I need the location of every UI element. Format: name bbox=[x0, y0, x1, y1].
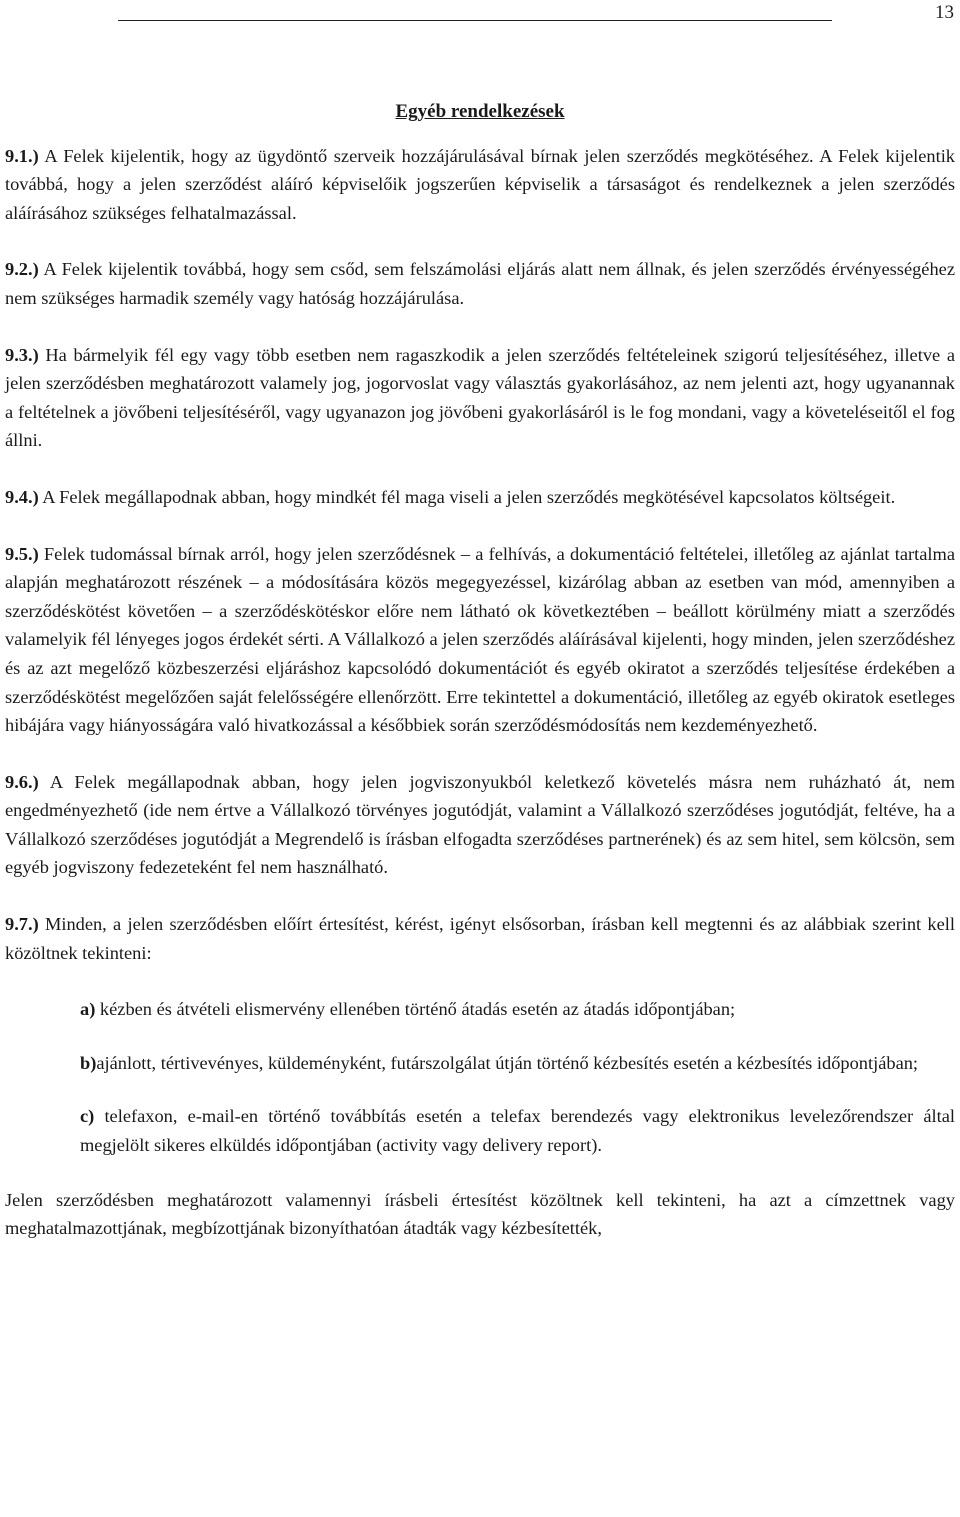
list-item-b bbox=[80, 1049, 955, 1078]
list-item-text: telefaxon, e-mail-en történő továbbítás esetén a telefax berendezés vagy elektronikus levelezőrendszer által megjelölt sikeres elküldés időpontjában (activity vagy delivery report). bbox=[80, 1106, 955, 1156]
paragraph-text: Minden, a jelen szerződésben előírt értesítést, kérést, igényt elsősorban, írásban kell megtenni és az alábbiak szerint kell közöltnek tekinteni: bbox=[5, 914, 955, 963]
paragraph-9-6 bbox=[5, 768, 955, 882]
paragraph-9-7 bbox=[5, 910, 955, 967]
paragraph-number: 9.4.) bbox=[5, 486, 39, 507]
paragraph-text: A Felek megállapodnak abban, hogy mindkét fél maga viseli a jelen szerződés megkötésével kapcsolatos költségeit. bbox=[38, 486, 896, 507]
paragraph-text: A Felek kijelentik továbbá, hogy sem csőd, sem felszámolási eljárás alatt nem állnak, és jelen szerződés érvényességéhez nem szükséges harmadik személy vagy hatóság hozzájárulása. bbox=[5, 259, 955, 308]
paragraph-text: A Felek kijelentik, hogy az ügydöntő szerveik hozzájárulásával bírnak jelen szerződés megkötéséhez. A Felek kijelentik továbbá, hogy a jelen szerződést aláíró képviselőik jogszerűen képviselik a társaságot és rendelkeznek a jelen szerződés aláírásához szükséges felhatalmazással. bbox=[5, 145, 955, 223]
paragraph-number: 9.1.) bbox=[5, 145, 39, 166]
paragraph-number: 9.7.) bbox=[5, 914, 39, 935]
section-title: Egyéb rendelkezések bbox=[395, 101, 565, 122]
list-item-label: b) bbox=[80, 1052, 97, 1073]
paragraph-text: Ha bármelyik fél egy vagy több esetben nem ragaszkodik a jelen szerződés feltételeinek szigorú teljesítéséhez, illetve a jelen szerződésben meghatározott valamely jog, jogorvoslat vagy választás gyakorlásához, az nem jelenti azt, hogy ugyanannak a feltételnek a jövőbeni teljesítéséről, vagy ugyanazon jog jövőbeni gyakorlásáról is le fog mondani, vagy a követeléseitől el fog állni. bbox=[5, 344, 955, 451]
paragraph-9-3 bbox=[5, 341, 955, 455]
header-rule bbox=[118, 20, 832, 21]
list-item-c bbox=[80, 1102, 955, 1159]
list-item-label: a) bbox=[80, 999, 96, 1020]
list-item-label: c) bbox=[80, 1106, 95, 1127]
paragraph-text: Felek tudomással bírnak arról, hogy jelen szerződésnek – a felhívás, a dokumentáció feltételei, illetőleg az ajánlat tartalma alapján meghatározott részének – a módosítására közös megegyezéssel, kizárólag abban az esetben van mód, amennyiben a szerződéskötést követően – a szerződéskötéskor előre nem látható ok következtében – beállott körülmény miatt a szerződés valamelyik fél lényeges jogos érdekét sérti. A Vállalkozó a jelen szerződés aláírásával kijelenti, hogy minden, jelen szerződéshez és az azt megelőző közbeszerzési eljáráshoz kapcsolódó dokumentációt és egyéb okiratot a szerződés teljesítése érdekében a szerződéskötést megelőzően saját felelősségére ellenőrzött. Erre tekintettel a dokumentáció, illetőleg az egyéb okiratok esetleges hibájára vagy hiányosságára való hivatkozással a későbbiek során szerződésmódosítás nem kezdeményezhető. bbox=[5, 543, 955, 736]
paragraph-number: 9.5.) bbox=[5, 543, 39, 564]
list-item-text: kézben és átvételi elismervény ellenében történő átadás esetén az átadás időpontjában; bbox=[95, 999, 736, 1020]
paragraph-number: 9.6.) bbox=[5, 771, 39, 792]
list-item-a bbox=[80, 995, 955, 1024]
paragraph-text: A Felek megállapodnak abban, hogy jelen jogviszonyukból keletkező követelés másra nem ruházható át, nem engedményezhető (ide nem értve a Vállalkozó törvényes jogutódját, valamint a Vállalkozó szerződéses jogutódját, feltéve, ha a Vállalkozó szerződéses jogutódját a Megrendelő is írásban elfogadta szerződéses partnerének) és az sem hitel, sem kölcsön, sem egyéb jogviszony fedezeteként fel nem használható. bbox=[5, 771, 955, 878]
paragraph-9-1 bbox=[5, 142, 955, 228]
paragraph-9-5 bbox=[5, 540, 955, 740]
paragraph-number: 9.2.) bbox=[5, 259, 39, 280]
paragraph-number: 9.3.) bbox=[5, 344, 39, 365]
paragraph-9-4 bbox=[5, 483, 955, 512]
page-number: 13 bbox=[935, 2, 954, 23]
closing-paragraph: Jelen szerződésben meghatározott valamennyi írásbeli értesítést közöltnek kell tekinteni, ha azt a címzettnek vagy meghatalmazottjának, megbízottjának bizonyíthatóan átadták vagy kézbesítették, bbox=[5, 1189, 955, 1239]
list-item-text: ajánlott, tértivevényes, küldeményként, futárszolgálat útján történő kézbesítés esetén a kézbesítés időpontjában; bbox=[96, 1052, 919, 1073]
paragraph-9-2 bbox=[5, 255, 955, 312]
document-body bbox=[5, 98, 955, 1243]
